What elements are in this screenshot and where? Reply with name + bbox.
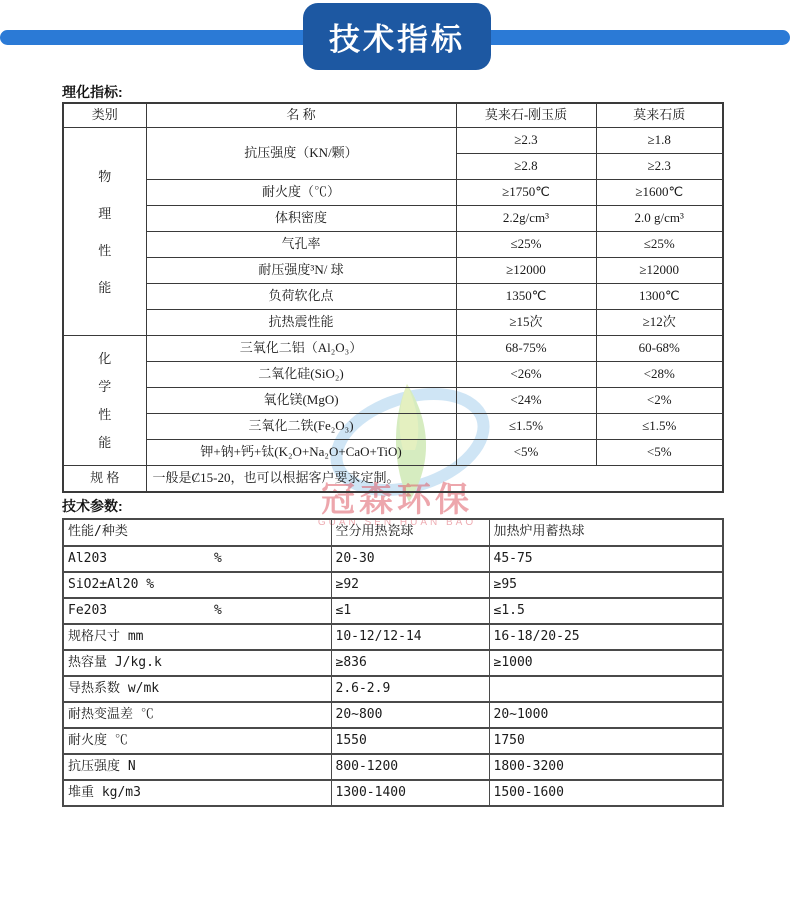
label-cell bbox=[63, 624, 331, 650]
param-label: 堆重 kg/m3 bbox=[68, 784, 141, 800]
label-cell bbox=[63, 780, 331, 806]
label-cell bbox=[63, 546, 331, 572]
physico-chemical-table bbox=[62, 102, 724, 493]
name-cell: 耐火度（℃） bbox=[146, 180, 456, 206]
value-cell: ≤25% bbox=[456, 232, 596, 258]
page-title-badge bbox=[303, 3, 491, 70]
category-cell-physical bbox=[63, 128, 146, 336]
table-row bbox=[63, 414, 723, 440]
value-cell: <5% bbox=[456, 440, 596, 466]
param-label: 耐火度 ℃ bbox=[68, 732, 128, 748]
value-cell: ≥12000 bbox=[596, 258, 723, 284]
header-cell-furnace-ball: 加热炉用蓄热球 bbox=[489, 519, 723, 546]
table-header-row bbox=[63, 519, 723, 546]
value-cell: ≥2.8 bbox=[456, 154, 596, 180]
param-unit: % bbox=[214, 550, 222, 566]
header-cell-category: 类别 bbox=[63, 103, 146, 128]
table-row bbox=[63, 258, 723, 284]
name-cell: 氧化镁(MgO) bbox=[146, 388, 456, 414]
value-cell: ≥12000 bbox=[456, 258, 596, 284]
label-cell bbox=[63, 572, 331, 598]
param-label: 规格尺寸 mm bbox=[68, 628, 144, 644]
value-cell: ≤1.5% bbox=[596, 414, 723, 440]
table-row bbox=[63, 650, 723, 676]
name-cell: 三氧化二铁(Fe₂O₃) bbox=[146, 414, 456, 440]
value-cell: <5% bbox=[596, 440, 723, 466]
name-cell: 三氧化二铝（Al₂O₃） bbox=[146, 336, 456, 362]
table-row bbox=[63, 440, 723, 466]
table-row bbox=[63, 232, 723, 258]
value-cell: 1300℃ bbox=[596, 284, 723, 310]
name-cell: 抗压强度（KN/颗） bbox=[146, 128, 456, 180]
value-cell: ≥12次 bbox=[596, 310, 723, 336]
param-label: SiO2±Al20 % bbox=[68, 576, 155, 592]
value-cell: ≥1600℃ bbox=[596, 180, 723, 206]
table-header-row bbox=[63, 103, 723, 128]
page-title: 技术指标 bbox=[329, 22, 465, 57]
name-cell: 耐压强度³N/ 球 bbox=[146, 258, 456, 284]
header-cell-air-separation-ball: 空分用热瓷球 bbox=[331, 519, 489, 546]
value-cell: ≥95 bbox=[489, 572, 723, 598]
label-cell bbox=[63, 676, 331, 702]
value-cell: 1350℃ bbox=[456, 284, 596, 310]
category-label: 化学性能 bbox=[98, 350, 112, 450]
table-row bbox=[63, 206, 723, 232]
param-unit: % bbox=[214, 602, 222, 618]
value-cell: 1300-1400 bbox=[331, 780, 489, 806]
table-row bbox=[63, 466, 723, 493]
spec-text-cell: 一般是Ȼ15-20，也可以根据客户要求定制。 bbox=[146, 466, 723, 493]
table-row bbox=[63, 336, 723, 362]
value-cell: 1800-3200 bbox=[489, 754, 723, 780]
label-cell bbox=[63, 728, 331, 754]
name-cell: 体积密度 bbox=[146, 206, 456, 232]
value-cell: 1500-1600 bbox=[489, 780, 723, 806]
header-cell-name: 名 称 bbox=[146, 103, 456, 128]
table-row bbox=[63, 180, 723, 206]
param-label: 耐热变温差 ℃ bbox=[68, 706, 154, 722]
value-cell: ≥2.3 bbox=[596, 154, 723, 180]
table-row bbox=[63, 310, 723, 336]
value-cell: 1750 bbox=[489, 728, 723, 754]
value-cell: 10-12/12-14 bbox=[331, 624, 489, 650]
param-label: 导热系数 w/mk bbox=[68, 680, 160, 696]
value-cell: ≥92 bbox=[331, 572, 489, 598]
category-cell-spec: 规 格 bbox=[63, 466, 146, 493]
param-label: 抗压强度 N bbox=[68, 758, 136, 774]
value-cell: 68-75% bbox=[456, 336, 596, 362]
section-title-physico-chemical: 理化指标: bbox=[62, 84, 123, 100]
table-row bbox=[63, 702, 723, 728]
table-row bbox=[63, 754, 723, 780]
watermark-subtext: GUAN SEN HUAN BAO bbox=[317, 517, 477, 528]
value-cell: 2.2g/cm³ bbox=[456, 206, 596, 232]
param-label: Al203 bbox=[68, 550, 108, 566]
table-row bbox=[63, 780, 723, 806]
name-cell: 钾+钠+钙+钛(K₂O+Na₂O+CaO+TiO) bbox=[146, 440, 456, 466]
value-cell: <28% bbox=[596, 362, 723, 388]
label-cell bbox=[63, 702, 331, 728]
name-cell: 负荷软化点 bbox=[146, 284, 456, 310]
value-cell: ≤1.5 bbox=[489, 598, 723, 624]
value-cell: ≥15次 bbox=[456, 310, 596, 336]
table-row bbox=[63, 728, 723, 754]
value-cell: ≤1.5% bbox=[456, 414, 596, 440]
value-cell: 60-68% bbox=[596, 336, 723, 362]
technical-params-table bbox=[62, 518, 724, 807]
value-cell: 20-30 bbox=[331, 546, 489, 572]
value-cell: 20~1000 bbox=[489, 702, 723, 728]
header-cell-mullite: 莫来石质 bbox=[596, 103, 723, 128]
value-cell: 2.0 g/cm³ bbox=[596, 206, 723, 232]
value-cell: 1550 bbox=[331, 728, 489, 754]
value-cell: <2% bbox=[596, 388, 723, 414]
name-cell: 抗热震性能 bbox=[146, 310, 456, 336]
value-cell: ≤25% bbox=[596, 232, 723, 258]
value-cell: ≤1 bbox=[331, 598, 489, 624]
category-cell-chemical bbox=[63, 336, 146, 466]
table-row bbox=[63, 128, 723, 154]
value-cell: 16-18/20-25 bbox=[489, 624, 723, 650]
value-cell: 20~800 bbox=[331, 702, 489, 728]
value-cell: ≥836 bbox=[331, 650, 489, 676]
value-cell: <24% bbox=[456, 388, 596, 414]
value-cell: ≥1000 bbox=[489, 650, 723, 676]
table-row bbox=[63, 676, 723, 702]
table-row bbox=[63, 362, 723, 388]
table-row bbox=[63, 624, 723, 650]
value-cell: ≥2.3 bbox=[456, 128, 596, 154]
section-title-technical-params: 技术参数: bbox=[62, 498, 123, 514]
value-cell: ≥1750℃ bbox=[456, 180, 596, 206]
value-cell: 2.6-2.9 bbox=[331, 676, 489, 702]
category-label: 物理性能 bbox=[98, 168, 112, 295]
table-row bbox=[63, 572, 723, 598]
param-label: 热容量 J/kg.k bbox=[68, 654, 162, 670]
param-label: Fe203 bbox=[68, 602, 108, 618]
label-cell bbox=[63, 598, 331, 624]
table-row bbox=[63, 284, 723, 310]
label-cell bbox=[63, 650, 331, 676]
value-cell: <26% bbox=[456, 362, 596, 388]
header-cell-mullite-corundum: 莫来石-刚玉质 bbox=[456, 103, 596, 128]
value-cell bbox=[489, 676, 723, 702]
value-cell: 45-75 bbox=[489, 546, 723, 572]
table-row bbox=[63, 546, 723, 572]
name-cell: 气孔率 bbox=[146, 232, 456, 258]
header-cell-property: 性能/种类 bbox=[63, 519, 331, 546]
table-row bbox=[63, 388, 723, 414]
value-cell: ≥1.8 bbox=[596, 128, 723, 154]
label-cell bbox=[63, 754, 331, 780]
name-cell: 二氧化硅(SiO₂) bbox=[146, 362, 456, 388]
table-row bbox=[63, 598, 723, 624]
watermark-text: 冠森环保 bbox=[321, 481, 473, 519]
value-cell: 800-1200 bbox=[331, 754, 489, 780]
